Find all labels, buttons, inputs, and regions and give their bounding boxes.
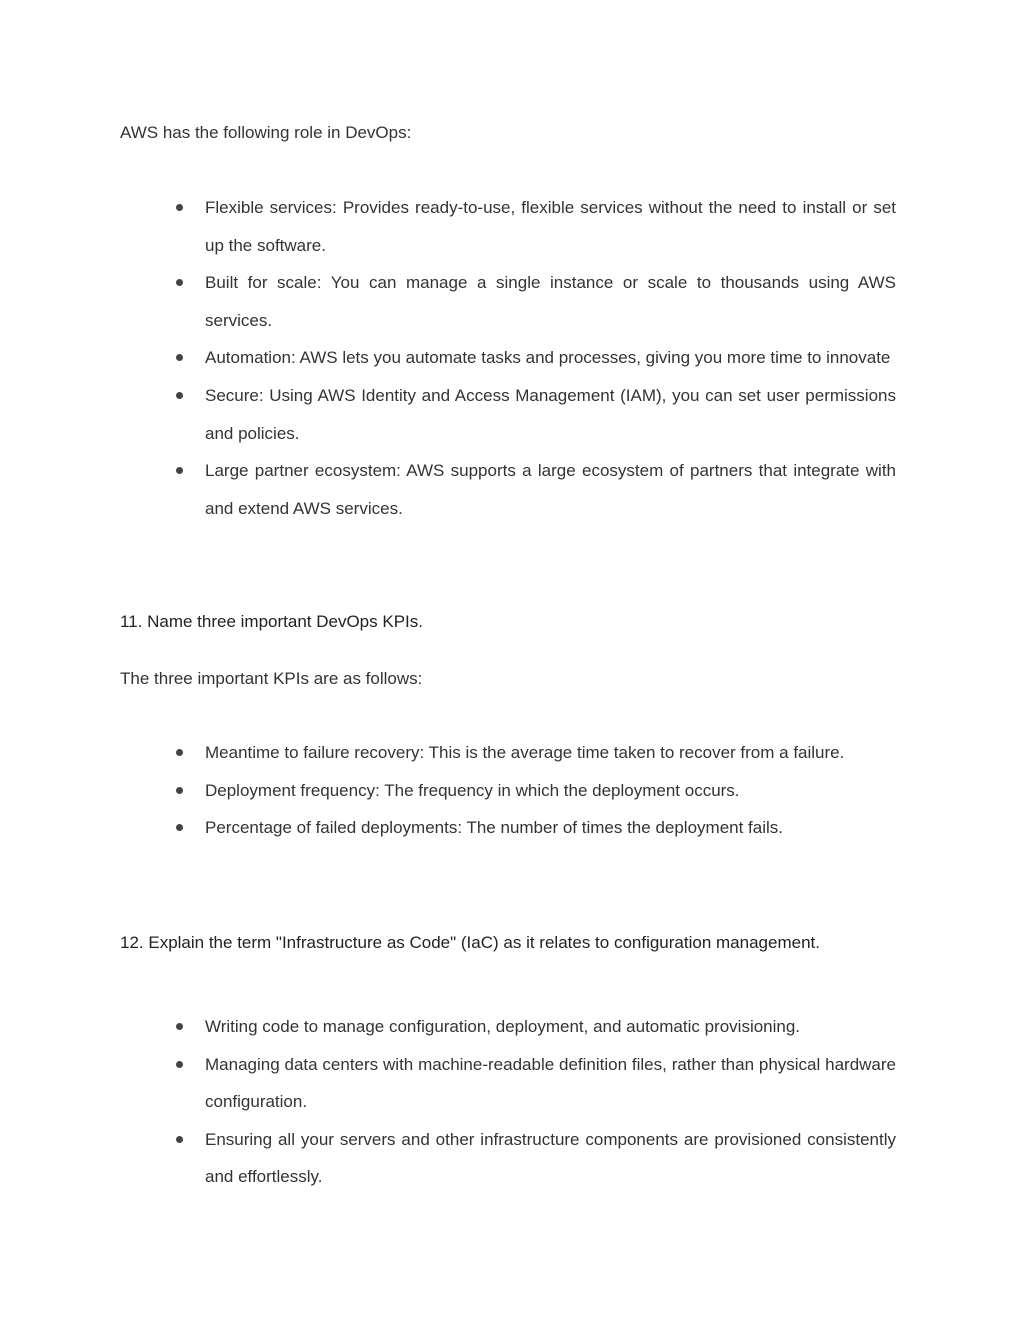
bullet-icon [176,467,183,474]
bullet-icon [176,1136,183,1143]
list-item [176,1008,896,1046]
list-item [176,339,896,377]
kpi-bullet-list [176,734,896,847]
aws-bullet-list [176,189,896,527]
list-item-text: Deployment frequency: The frequency in which the deployment occurs. [205,780,740,800]
bullet-icon [176,279,183,286]
list-item [176,772,896,810]
list-item-text: Writing code to manage configuration, deployment, and automatic provisioning. [205,1017,801,1036]
iac-bullet-list [176,1008,896,1196]
list-item-text: Secure: Using AWS Identity and Access Management (IAM), you can set user permissions and policies. [205,385,896,443]
aws-intro-text: AWS has the following role in DevOps: [120,123,412,142]
bullet-icon [176,1023,183,1030]
list-item [176,189,896,264]
kpi-question-heading: 11. Name three important DevOps KPIs. [120,612,423,631]
list-item [176,377,896,452]
bullet-icon [176,824,183,831]
list-item [176,734,896,772]
list-item [176,1121,896,1196]
list-item-text: Large partner ecosystem: AWS supports a large ecosystem of partners that integrate with and extend AWS services. [205,461,896,518]
bullet-icon [176,1061,183,1068]
bullet-icon [176,392,183,399]
list-item [176,1046,896,1121]
list-item-text: Ensuring all your servers and other infrastructure components are provisioned consistently and effortlessly. [205,1129,896,1187]
list-item-text: Built for scale: You can manage a single instance or scale to thousands using AWS services. [205,273,896,330]
iac-question-heading: 12. Explain the term "Infrastructure as Code" (IaC) as it relates to configuration management. [120,933,820,952]
bullet-icon [176,749,183,756]
list-item-text: Percentage of failed deployments: The number of times the deployment fails. [205,818,784,838]
bullet-icon [176,354,183,361]
bullet-icon [176,204,183,211]
list-item [176,264,896,339]
bullet-icon [176,787,183,794]
list-item-text: Automation: AWS lets you automate tasks and processes, giving you more time to innovate [205,348,891,368]
list-item-text: Meantime to failure recovery: This is the average time taken to recover from a failure. [205,743,845,762]
list-item-text: Flexible services: Provides ready-to-use, flexible services without the need to install or set up the software. [205,198,896,255]
kpi-intro-text: The three important KPIs are as follows: [120,669,423,688]
list-item [176,452,896,527]
list-item-text: Managing data centers with machine-readable definition files, rather than physical hardware configuration. [205,1054,896,1112]
list-item [176,809,896,847]
